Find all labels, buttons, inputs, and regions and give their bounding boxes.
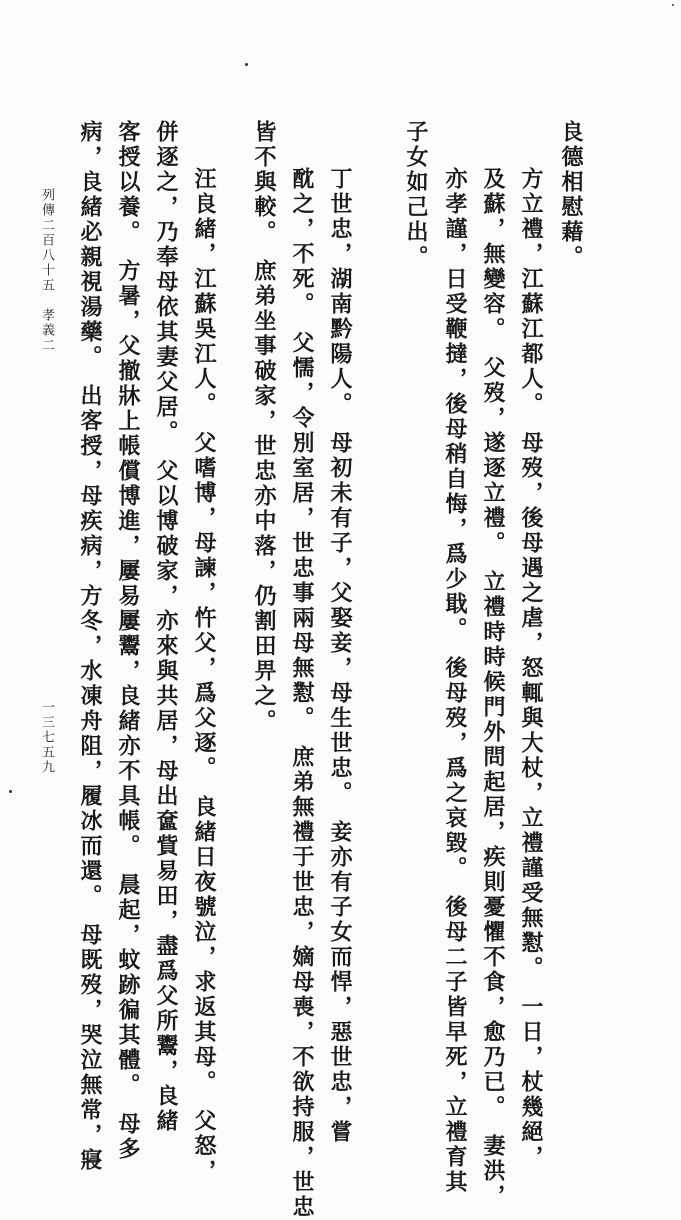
text-column-6: 丁世忠，湖南黔陽人。 母初未有子，父娶妾，母生世忠。 妾亦有子女而悍，惡世忠，嘗 [327, 167, 353, 1145]
text-column-11: 客授以養。 方暑，父撤牀上帳償博進，屢易屢鬻，良緒亦不具帳。 晨起，蚊跡徧其體。 母多 [115, 120, 141, 1162]
text-column-8: 皆不與較。 庶弟坐事破家，世忠亦中落，仍割田畀之。 [251, 120, 277, 734]
text-column-10: 併逐之，乃奉母依其妻父居。 父以博破家，亦來與共居，母出奩貲易田，盡爲父所鬻，良緒 [153, 120, 179, 1134]
text-column-9: 汪良緒，江蘇吳江人。 父嗜博，母諫，忤父，爲父逐。 良緒日夜號泣，求返其母。 父怒， [191, 167, 217, 1184]
scan-speck [245, 63, 248, 66]
scan-speck [9, 790, 12, 793]
footer-chapter-title: 列傳二百八十五 孝義二 [39, 188, 54, 353]
text-column-7: 酖之，不死。 父懦，令別室居，世忠事兩母無懟。 庶弟無禮于世忠，嫡母喪，不欲持服，世忠 [289, 167, 315, 1220]
text-column-2: 方立禮，江蘇江都人。 母歿，後母遇之虐，怒輒與大杖，立禮謹受無懟。 一日，杖幾絕， [518, 167, 544, 1170]
text-column-12: 病，良緒必親視湯藥。 出客授，母疾病，方冬，水凍舟阻，履冰而還。 母既歿，哭泣無常，寢 [77, 120, 103, 1173]
text-column-1: 良德相慰藉。 [558, 120, 584, 270]
scan-speck [672, 4, 674, 6]
text-column-4: 亦孝謹，日受鞭撻，後母稍自悔，爲少戢。 後母歿，爲之哀毀。 後母二子皆早死，立禮育其 [442, 167, 468, 1195]
text-column-3: 及蘇，無變容。 父歿，遂逐立禮。 立禮時時候門外問起居，疾則憂懼不食，愈乃已。 妻洪， [480, 167, 506, 1209]
text-column-5: 子女如己出。 [403, 120, 429, 270]
footer-page-number: 一三七五九 [39, 700, 54, 775]
